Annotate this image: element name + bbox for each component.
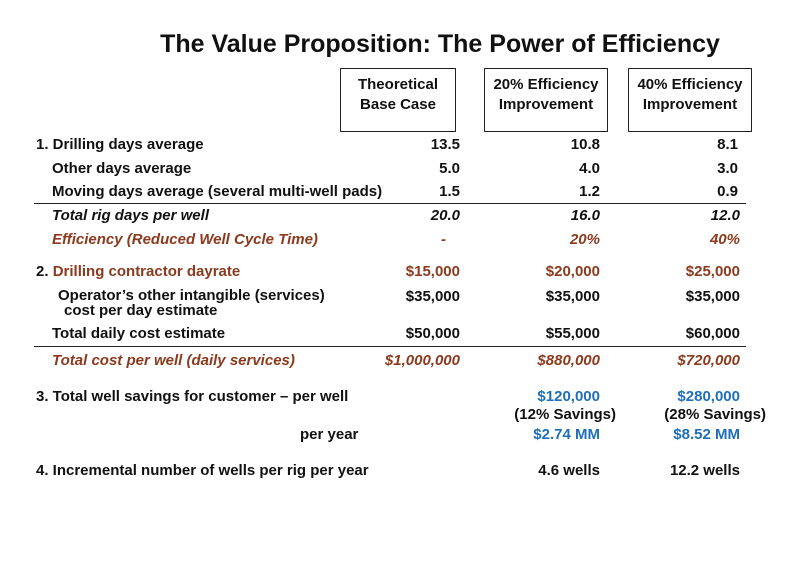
row-label-text: Drilling contractor dayrate — [52, 263, 241, 280]
cell-value: $8.52 MM — [673, 426, 740, 443]
cell-value: $50,000 — [405, 325, 460, 342]
column-header-line2: Improvement — [498, 96, 594, 113]
column-header-line1: Theoretical — [357, 76, 439, 93]
row-label-other-days: Other days average — [52, 160, 192, 177]
cell-value: - — [441, 231, 446, 248]
cell-value: $120,000 — [537, 388, 600, 405]
column-header-40pct — [628, 68, 752, 132]
row-number: 2. — [36, 263, 49, 280]
cell-value: $720,000 — [677, 352, 740, 369]
cell-value: 20.0 — [430, 207, 460, 224]
row-label-total-rig-days: Total rig days per well — [52, 207, 209, 224]
cell-value: 4.0 — [579, 160, 600, 177]
cell-value: 4.6 wells — [538, 462, 600, 479]
divider — [34, 346, 746, 347]
divider — [34, 203, 746, 204]
cell-value: $20,000 — [545, 263, 600, 280]
row-label-dayrate — [36, 263, 240, 280]
cell-note: (12% Savings) — [514, 406, 616, 423]
cell-value: $15,000 — [405, 263, 460, 280]
cell-value: 1.5 — [439, 183, 460, 200]
cell-value: 1.2 — [579, 183, 600, 200]
cell-value: 40% — [709, 231, 740, 248]
row-label-line1: Operator’s other intangible (services) — [58, 287, 325, 304]
cell-value: 13.5 — [430, 136, 460, 153]
cell-value: 3.0 — [717, 160, 738, 177]
cell-value: $2.74 MM — [533, 426, 600, 443]
cell-value: 20% — [569, 231, 600, 248]
row-label-line2: cost per day estimate — [64, 302, 218, 319]
cell-value: $1,000,000 — [384, 352, 460, 369]
cell-value: 16.0 — [570, 207, 600, 224]
cell-value: $35,000 — [545, 288, 600, 305]
cell-value: 12.0 — [710, 207, 740, 224]
row-label-moving-days: Moving days average (several multi-well pads) — [52, 183, 383, 200]
row-label-total-daily: Total daily cost estimate — [52, 325, 226, 342]
page-title: The Value Proposition: The Power of Efficiency — [160, 30, 720, 58]
row-label-total-cost: Total cost per well (daily services) — [52, 352, 295, 369]
row-label-incremental: 4. Incremental number of wells per rig per year — [36, 462, 369, 479]
row-label-efficiency: Efficiency (Reduced Well Cycle Time) — [52, 231, 318, 248]
cell-value: $55,000 — [545, 325, 600, 342]
row-label-savings: 3. Total well savings for customer – per well — [36, 388, 349, 405]
cell-value: $60,000 — [685, 325, 740, 342]
cell-value: $25,000 — [685, 263, 740, 280]
row-label-drilling-days: 1. Drilling days average — [36, 136, 204, 153]
cell-value: 5.0 — [439, 160, 460, 177]
cell-value: 8.1 — [717, 136, 738, 153]
column-header-20pct — [484, 68, 608, 132]
row-label-per-year: per year — [300, 426, 359, 443]
cell-value: $35,000 — [405, 288, 460, 305]
cell-value: $35,000 — [685, 288, 740, 305]
cell-value: 0.9 — [717, 183, 738, 200]
cell-value: $880,000 — [537, 352, 600, 369]
cell-value: $280,000 — [677, 388, 740, 405]
cell-value: 12.2 wells — [669, 462, 740, 479]
cell-value: 10.8 — [570, 136, 600, 153]
column-header-line1: 20% Efficiency — [493, 76, 599, 93]
row-label-intangible — [58, 288, 325, 318]
column-header-base-case — [340, 68, 456, 132]
column-header-line2: Improvement — [642, 96, 738, 113]
column-header-line2: Base Case — [360, 96, 436, 113]
cell-note: (28% Savings) — [664, 406, 766, 423]
column-header-line1: 40% Efficiency — [637, 76, 743, 93]
